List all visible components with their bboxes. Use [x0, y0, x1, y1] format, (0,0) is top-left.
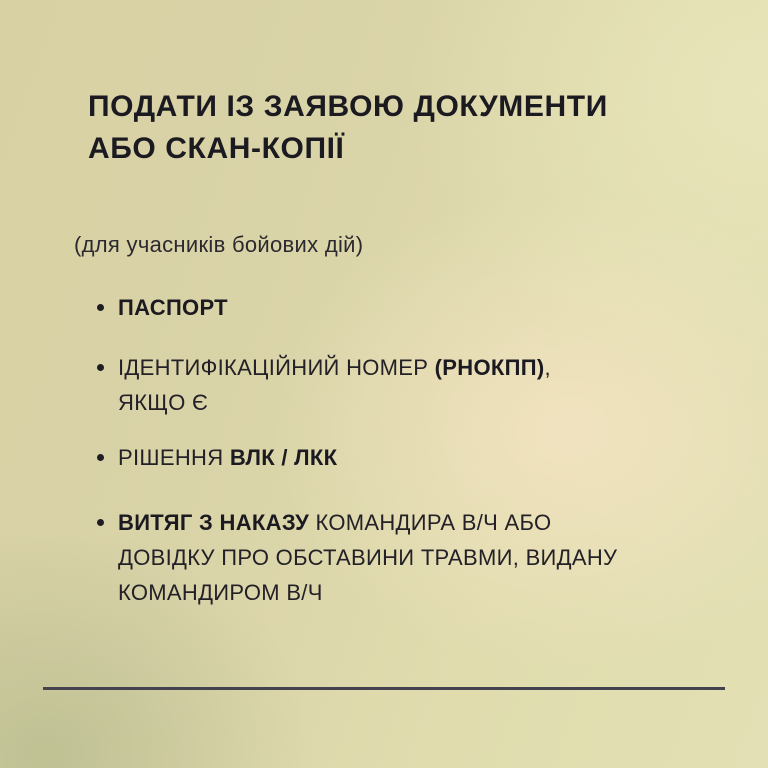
page-title-line-2: АБО СКАН-КОПІЇ [88, 132, 345, 165]
list-item-text: ПАСПОРТ [118, 295, 228, 320]
bullet-dot-icon [97, 454, 104, 461]
page-title-line-1: ПОДАТИ ІЗ ЗАЯВОЮ ДОКУМЕНТИ [88, 90, 608, 123]
list-item-text: ВИТЯГ З НАКАЗУ КОМАНДИРА В/Ч АБО ДОВІДКУ ПРО ОБСТАВИНИ ТРАВМИ, ВИДАНУ КОМАНДИРОМ В/Ч [118, 510, 618, 605]
list-item [97, 350, 623, 420]
document-list [97, 290, 623, 610]
subtitle: (для учасників бойових дій) [74, 232, 364, 257]
bullet-dot-icon [97, 364, 104, 371]
list-item-text: ІДЕНТИФІКАЦІЙНИЙ НОМЕР (РНОКПП), ЯКЩО Є [118, 355, 551, 415]
list-item [97, 440, 623, 475]
list-item-text: РІШЕННЯ ВЛК / ЛКК [118, 445, 338, 470]
page-title [88, 86, 608, 170]
divider-line [43, 687, 725, 690]
list-item [97, 290, 623, 325]
bullet-dot-icon [97, 519, 104, 526]
list-item [97, 505, 623, 610]
bullet-dot-icon [97, 304, 104, 311]
